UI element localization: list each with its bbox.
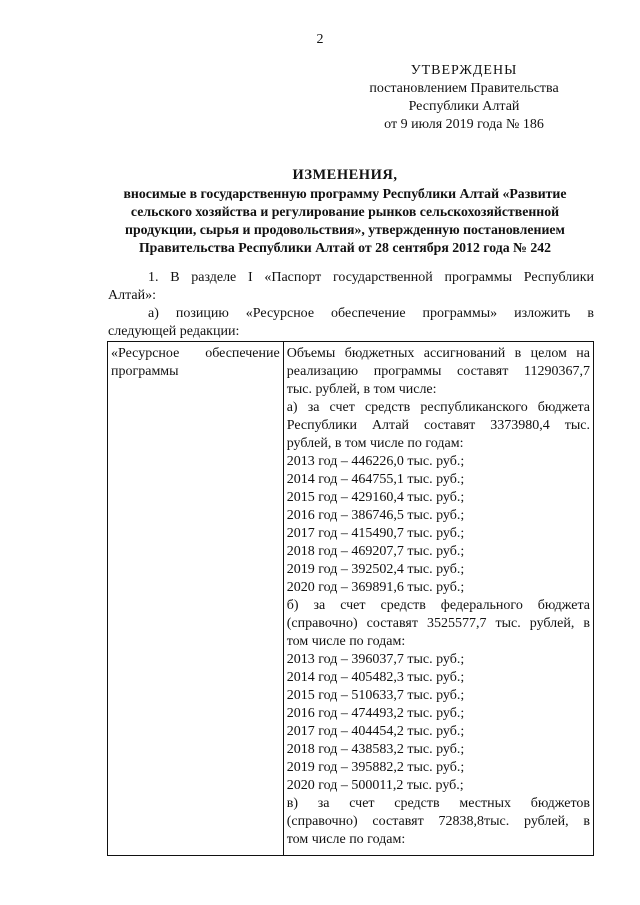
approval-title: УТВЕРЖДЕНЫ xyxy=(410,63,518,78)
paragraph-2 xyxy=(108,305,594,341)
page-number: 2 xyxy=(316,32,324,47)
cell-line: программы xyxy=(111,364,179,379)
approval-line: Республики Алтай xyxy=(408,99,520,114)
cell-line: Республики Алтай составят 3373980,4 тыс. xyxy=(286,418,590,433)
cell-line: том числе по годам: xyxy=(286,832,406,847)
heading-line: сельского хозяйства и регулирование рынков сельскохозяйственной xyxy=(130,204,560,219)
paragraph-line: 1. В разделе I «Паспорт государственной программы Республики xyxy=(148,270,594,285)
paragraph-line: Алтай»: xyxy=(108,288,156,303)
year-line: 2016 год – 474493,2 тыс. руб.; xyxy=(286,706,465,721)
cell-line: (справочно) составят 3525577,7 тыс. рублей, в xyxy=(286,616,590,631)
heading-line: продукции, сырья и продовольствия», утвержденную постановлением xyxy=(125,222,565,237)
paragraph-1 xyxy=(108,269,594,305)
year-line: 2018 год – 469207,7 тыс. руб.; xyxy=(286,544,465,559)
year-line: 2017 год – 404454,2 тыс. руб.; xyxy=(286,724,465,739)
cell-line: тыс. рублей, в том числе: xyxy=(286,382,437,397)
year-line: 2013 год – 446226,0 тыс. руб.; xyxy=(286,454,465,469)
year-line: 2019 год – 395882,2 тыс. руб.; xyxy=(286,760,465,775)
cell-line: а) за счет средств республиканского бюджета xyxy=(286,400,590,415)
year-line: 2019 год – 392502,4 тыс. руб.; xyxy=(286,562,465,577)
cell-line: «Ресурсное обеспечение xyxy=(111,346,280,361)
year-line: 2017 год – 415490,7 тыс. руб.; xyxy=(286,526,465,541)
heading-line: вносимые в государственную программу Республики Алтай «Развитие xyxy=(123,186,567,201)
document-title: ИЗМЕНЕНИЯ, xyxy=(292,167,398,183)
table-cell-label xyxy=(108,342,284,856)
year-line: 2015 год – 510633,7 тыс. руб.; xyxy=(286,688,465,703)
cell-line: (справочно) составят 72838,8тыс. рублей, в xyxy=(286,814,590,829)
cell-line: Объемы бюджетных ассигнований в целом на xyxy=(286,346,590,361)
year-line: 2014 год – 464755,1 тыс. руб.; xyxy=(286,472,465,487)
document-heading xyxy=(96,166,594,257)
year-line: 2016 год – 386746,5 тыс. руб.; xyxy=(286,508,465,523)
table-row xyxy=(108,342,594,856)
year-line: 2020 год – 369891,6 тыс. руб.; xyxy=(286,580,465,595)
year-line: 2015 год – 429160,4 тыс. руб.; xyxy=(286,490,465,505)
resource-table xyxy=(107,341,594,856)
cell-line: б) за счет средств федерального бюджета xyxy=(286,598,590,613)
year-line: 2018 год – 438583,2 тыс. руб.; xyxy=(286,742,465,757)
year-line: 2014 год – 405482,3 тыс. руб.; xyxy=(286,670,465,685)
table-cell-content xyxy=(283,342,593,856)
approval-line: постановлением Правительства xyxy=(369,81,559,96)
year-line: 2020 год – 500011,2 тыс. руб.; xyxy=(286,778,464,793)
cell-line: в) за счет средств местных бюджетов xyxy=(286,796,590,811)
year-line: 2013 год – 396037,7 тыс. руб.; xyxy=(286,652,465,667)
paragraph-line: а) позицию «Ресурсное обеспечение программы» изложить в xyxy=(148,306,594,321)
cell-line: реализацию программы составят 11290367,7 xyxy=(286,364,590,379)
cell-line: рублей, в том числе по годам: xyxy=(286,436,464,451)
cell-line: том числе по годам: xyxy=(286,634,406,649)
paragraph-line: следующей редакции: xyxy=(108,324,240,339)
approval-date: от 9 июля 2019 года № 186 xyxy=(384,117,544,132)
heading-line: Правительства Республики Алтай от 28 сентября 2012 года № 242 xyxy=(138,240,552,255)
approval-stamp xyxy=(348,62,580,134)
